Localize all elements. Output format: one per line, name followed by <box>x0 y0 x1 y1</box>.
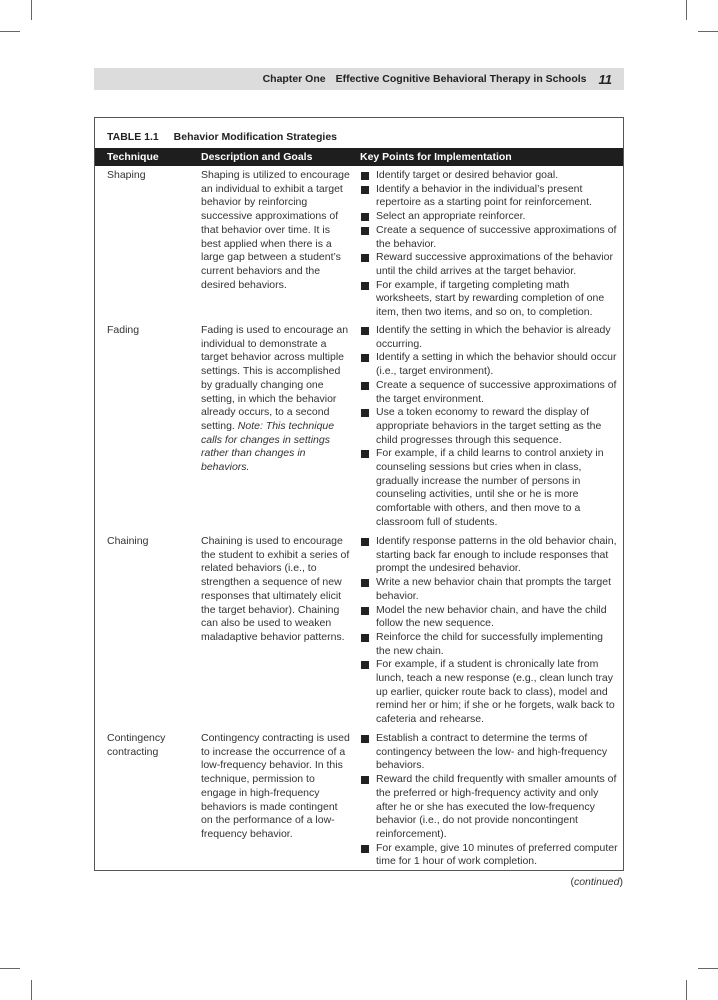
description-cell <box>201 324 351 475</box>
list-item <box>360 379 618 406</box>
square-bullet-icon <box>361 227 369 235</box>
key-point-text: Reinforce the child for successfully implementing the new chain. <box>376 630 604 657</box>
key-point-text: Create a sequence of successive approximations of the target environment. <box>376 378 617 405</box>
list-item <box>360 535 618 576</box>
crop-mark <box>31 0 32 20</box>
description-text: Fading is used to encourage an individual to demonstrate a target behavior across multiple settings. This is accomplished by gradually changing one setting, in which the behavior already occurs, to a second setting. <box>201 324 349 432</box>
table-caption <box>107 131 337 143</box>
table-number: TABLE 1.1 <box>107 131 159 143</box>
key-point-text: Create a sequence of successive approximations of the behavior. <box>376 223 617 250</box>
crop-mark <box>31 980 32 1000</box>
key-points-list <box>360 535 618 727</box>
list-item <box>360 169 618 183</box>
square-bullet-icon <box>361 354 369 362</box>
key-point-text: Use a token economy to reward the display of appropriate behaviors in the target setting as the child progresses through this sequence. <box>376 406 602 446</box>
list-item <box>360 324 618 351</box>
description-text: Shaping is utilized to encourage an individual to exhibit a target behavior by reinforcing successive approximations of that behavior over time. It is best applied when there is a large gap between a student’s current behaviors and the desired behaviors. <box>201 169 350 291</box>
running-head <box>94 68 624 90</box>
square-bullet-icon <box>361 409 369 417</box>
square-bullet-icon <box>361 735 369 743</box>
square-bullet-icon <box>361 172 369 180</box>
square-bullet-icon <box>361 776 369 784</box>
square-bullet-icon <box>361 661 369 669</box>
key-points-list <box>360 169 618 320</box>
crop-mark <box>686 0 687 20</box>
list-item <box>360 842 618 869</box>
square-bullet-icon <box>361 254 369 262</box>
square-bullet-icon <box>361 327 369 335</box>
key-point-text: Identify the setting in which the behavior is already occurring. <box>376 324 611 350</box>
key-point-text: Identify target or desired behavior goal. <box>376 169 559 181</box>
key-points-list <box>360 732 618 869</box>
list-item <box>360 351 618 378</box>
description-cell <box>201 535 351 645</box>
strategies-table <box>94 117 624 871</box>
key-point-text: Write a new behavior chain that prompts the target behavior. <box>376 576 612 602</box>
key-point-text: For example, if a child learns to control anxiety in counseling sessions but cries when in class, gradually increase the number of persons in counseling activities, until she or he is more comfortable with others, and then move to a classroom full of students. <box>376 447 604 528</box>
chapter-label: Chapter One <box>262 73 326 85</box>
technique-cell: Chaining <box>107 535 149 547</box>
description-cell <box>201 732 351 842</box>
square-bullet-icon <box>361 845 369 853</box>
column-header: Key Points for Implementation <box>360 151 512 163</box>
square-bullet-icon <box>361 186 369 194</box>
crop-mark <box>698 31 718 32</box>
key-point-text: Reward successive approximations of the behavior until the child arrives at the target behavior. <box>376 251 613 277</box>
list-item <box>360 658 618 727</box>
square-bullet-icon <box>361 634 369 642</box>
list-item <box>360 279 618 320</box>
square-bullet-icon <box>361 538 369 546</box>
list-item <box>360 406 618 447</box>
column-header: Description and Goals <box>201 151 313 163</box>
continued-text: continued <box>573 876 620 888</box>
key-point-text: Establish a contract to determine the terms of contingency between the low- and high-frequency behaviors. <box>376 732 608 772</box>
list-item <box>360 251 618 278</box>
key-point-text: Select an appropriate reinforcer. <box>376 210 526 223</box>
square-bullet-icon <box>361 450 369 458</box>
description-cell <box>201 169 351 292</box>
list-item <box>360 631 618 658</box>
list-item <box>360 224 618 251</box>
square-bullet-icon <box>361 607 369 615</box>
crop-mark <box>0 31 20 32</box>
key-point-text: For example, give 10 minutes of preferred computer time for 1 hour of work completion. <box>376 841 618 868</box>
key-point-text: Identify response patterns in the old behavior chain, starting back far enough to include responses that prompt the undesired behavior. <box>376 535 617 575</box>
continued-note: (continued) <box>570 876 623 888</box>
square-bullet-icon <box>361 282 369 290</box>
key-point-text: Model the new behavior chain, and have the child follow the new sequence. <box>376 603 607 630</box>
crop-mark <box>0 968 20 969</box>
technique-cell: Shaping <box>107 169 146 181</box>
key-point-text: For example, if a student is chronically late from lunch, teach a new response (e.g., clean lunch tray up earlier, quicker route back to class), model and remind her or him; if she or he forgets, walk back to cafeteria and rehearse. <box>376 658 615 726</box>
square-bullet-icon <box>361 213 369 221</box>
table-title: Behavior Modification Strategies <box>173 131 338 143</box>
list-item <box>360 773 618 842</box>
key-point-text: Identify a setting in which the behavior should occur (i.e., target environment). <box>376 351 617 378</box>
list-item <box>360 447 618 529</box>
page-number: 11 <box>598 71 612 87</box>
key-point-text: Identify a behavior in the individual’s present repertoire as a starting point for reinforcement. <box>376 182 592 209</box>
crop-mark <box>686 980 687 1000</box>
list-item <box>360 183 618 210</box>
key-point-text: For example, if targeting completing math worksheets, start by rewarding completion of one item, then two items, and so on, to completion. <box>376 278 605 319</box>
list-item <box>360 576 618 603</box>
key-points-list <box>360 324 618 530</box>
square-bullet-icon <box>361 382 369 390</box>
book-title: Effective Cognitive Behavioral Therapy in Schools <box>335 73 587 85</box>
list-item <box>360 732 618 773</box>
crop-mark <box>698 968 718 969</box>
table-header-row <box>95 148 623 166</box>
technique-cell: Contingency contracting <box>107 732 166 758</box>
technique-cell: Fading <box>107 324 140 336</box>
description-text: Contingency contracting is used to increase the occurrence of a low-frequency behavior. In this technique, permission to engage in high-frequency behaviors is made contingent on the performance of a low-frequency behavior. <box>201 732 350 840</box>
description-note: Note: This technique calls for changes in settings rather than changes in behaviors. <box>201 419 335 474</box>
description-text: Chaining is used to encourage the student to exhibit a series of related behaviors (i.e., to strengthen a sequence of new responses that ultimately elicit the target behavior). Chaining can also be used to weaken maladaptive behavior patterns. <box>201 535 350 643</box>
key-point-text: Reward the child frequently with smaller amounts of the preferred or high-frequency activity and only after he or she has executed the low-frequency behavior (i.e., do not provide noncontingent reinforcement). <box>376 773 617 840</box>
list-item <box>360 210 618 224</box>
list-item <box>360 604 618 631</box>
column-header: Technique <box>107 151 159 163</box>
square-bullet-icon <box>361 579 369 587</box>
